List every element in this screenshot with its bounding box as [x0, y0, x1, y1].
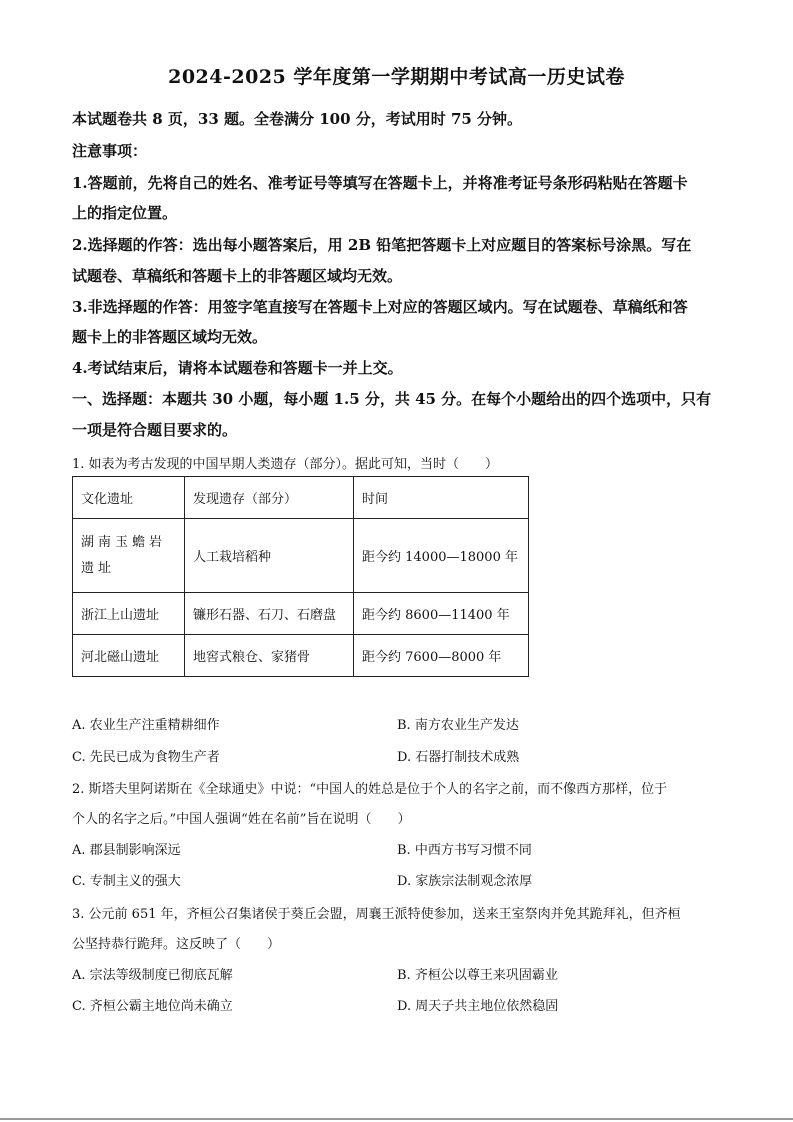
question-2-stem: 个人的名字之后。”中国人强调“姓在名前”旨在说明（ ）: [72, 812, 411, 827]
notice-line: 题卡上的非答题区域均无效。: [72, 328, 268, 346]
notice-line: 3.非选择题的作答：用签字笔直接写在答题卡上对应的答题区域内。写在试题卷、草稿纸和答: [72, 298, 688, 316]
notice-line: 试题卷、草稿纸和答题卡上的非答题区域均无效。: [72, 267, 403, 285]
q3-option-b: B. 齐桓公以尊王来巩固霸业: [397, 968, 558, 983]
page-title: 2024-2025 学年度第一学期期中考试高一历史试卷: [168, 66, 625, 88]
table-row: [73, 519, 529, 593]
q2-option-d: D. 家族宗法制观念浓厚: [397, 874, 533, 889]
table-cell: 距今约 7600—8000 年: [354, 635, 529, 677]
notice-line: 4.考试结束后，请将本试题卷和答题卡一并上交。: [72, 359, 403, 377]
table-cell: 镰形石器、石刀、石磨盘: [185, 593, 354, 635]
q1-table: [72, 476, 529, 677]
table-cell: 人工栽培稻种: [185, 519, 354, 593]
section-heading: 一项是符合题目要求的。: [72, 421, 238, 439]
question-3-stem: 3. 公元前 651 年，齐桓公召集诸侯于葵丘会盟，周襄王派特使参加，送来王室祭肉并免其跪拜礼，但齐桓: [72, 907, 681, 922]
table-header-cell: 发现遗存（部分）: [185, 477, 354, 519]
q3-option-d: D. 周天子共主地位依然稳固: [397, 999, 559, 1014]
q2-option-a: A. 郡县制影响深远: [72, 843, 181, 858]
table-cell: 距今约 8600—11400 年: [354, 593, 529, 635]
question-3-stem: 公坚持恭行跪拜。这反映了（ ）: [72, 937, 281, 952]
table-header-cell: 文化遗址: [73, 477, 185, 519]
notice-line: 1.答题前，先将自己的姓名、准考证号等填写在答题卡上，并将准考证号条形码粘贴在答题卡: [72, 174, 688, 192]
q3-option-c: C. 齐桓公霸主地位尚未确立: [72, 999, 233, 1014]
intro-text: 本试题卷共 8 页，33 题。全卷满分 100 分，考试用时 75 分钟。: [72, 110, 523, 128]
page-bottom-divider: [0, 1118, 793, 1120]
q1-option-a: A. 农业生产注重精耕细作: [72, 718, 220, 733]
q2-option-c: C. 专制主义的强大: [72, 874, 181, 889]
q1-option-b: B. 南方农业生产发达: [397, 718, 519, 733]
notice-line: 上的指定位置。: [72, 204, 178, 222]
table-row: [73, 593, 529, 635]
q2-option-b: B. 中西方书写习惯不同: [397, 843, 532, 858]
table-cell: 河北磁山遗址: [73, 635, 185, 677]
table-cell: 浙江上山遗址: [73, 593, 185, 635]
notice-line: 2.选择题的作答：选出每小题答案后，用 2B 铅笔把答题卡上对应题目的答案标号涂黑。写在: [72, 236, 692, 254]
table-cell: 地窖式粮仓、家猪骨: [185, 635, 354, 677]
q1-option-d: D. 石器打制技术成熟: [397, 750, 520, 765]
table-row: [73, 635, 529, 677]
question-2-stem: 2. 斯塔夫里阿诺斯在《全球通史》中说：“中国人的姓总是位于个人的名字之前，而不像西方那样，位于: [72, 782, 668, 797]
notice-heading: 注意事项：: [72, 142, 148, 160]
table-header-row: [73, 477, 529, 519]
q1-option-c: C. 先民已成为食物生产者: [72, 750, 220, 765]
section-heading: 一、选择题：本题共 30 小题，每小题 1.5 分，共 45 分。在每个小题给出的四个选项中，只有: [72, 390, 712, 408]
question-1-stem: 1. 如表为考古发现的中国早期人类遗存（部分）。据此可知，当时（ ）: [72, 457, 499, 472]
table-cell: 距今约 14000—18000 年: [354, 519, 529, 593]
table-cell: 湖南玉蟾岩遗址: [73, 519, 185, 593]
table-header-cell: 时间: [354, 477, 529, 519]
q3-option-a: A. 宗法等级制度已彻底瓦解: [72, 968, 233, 983]
